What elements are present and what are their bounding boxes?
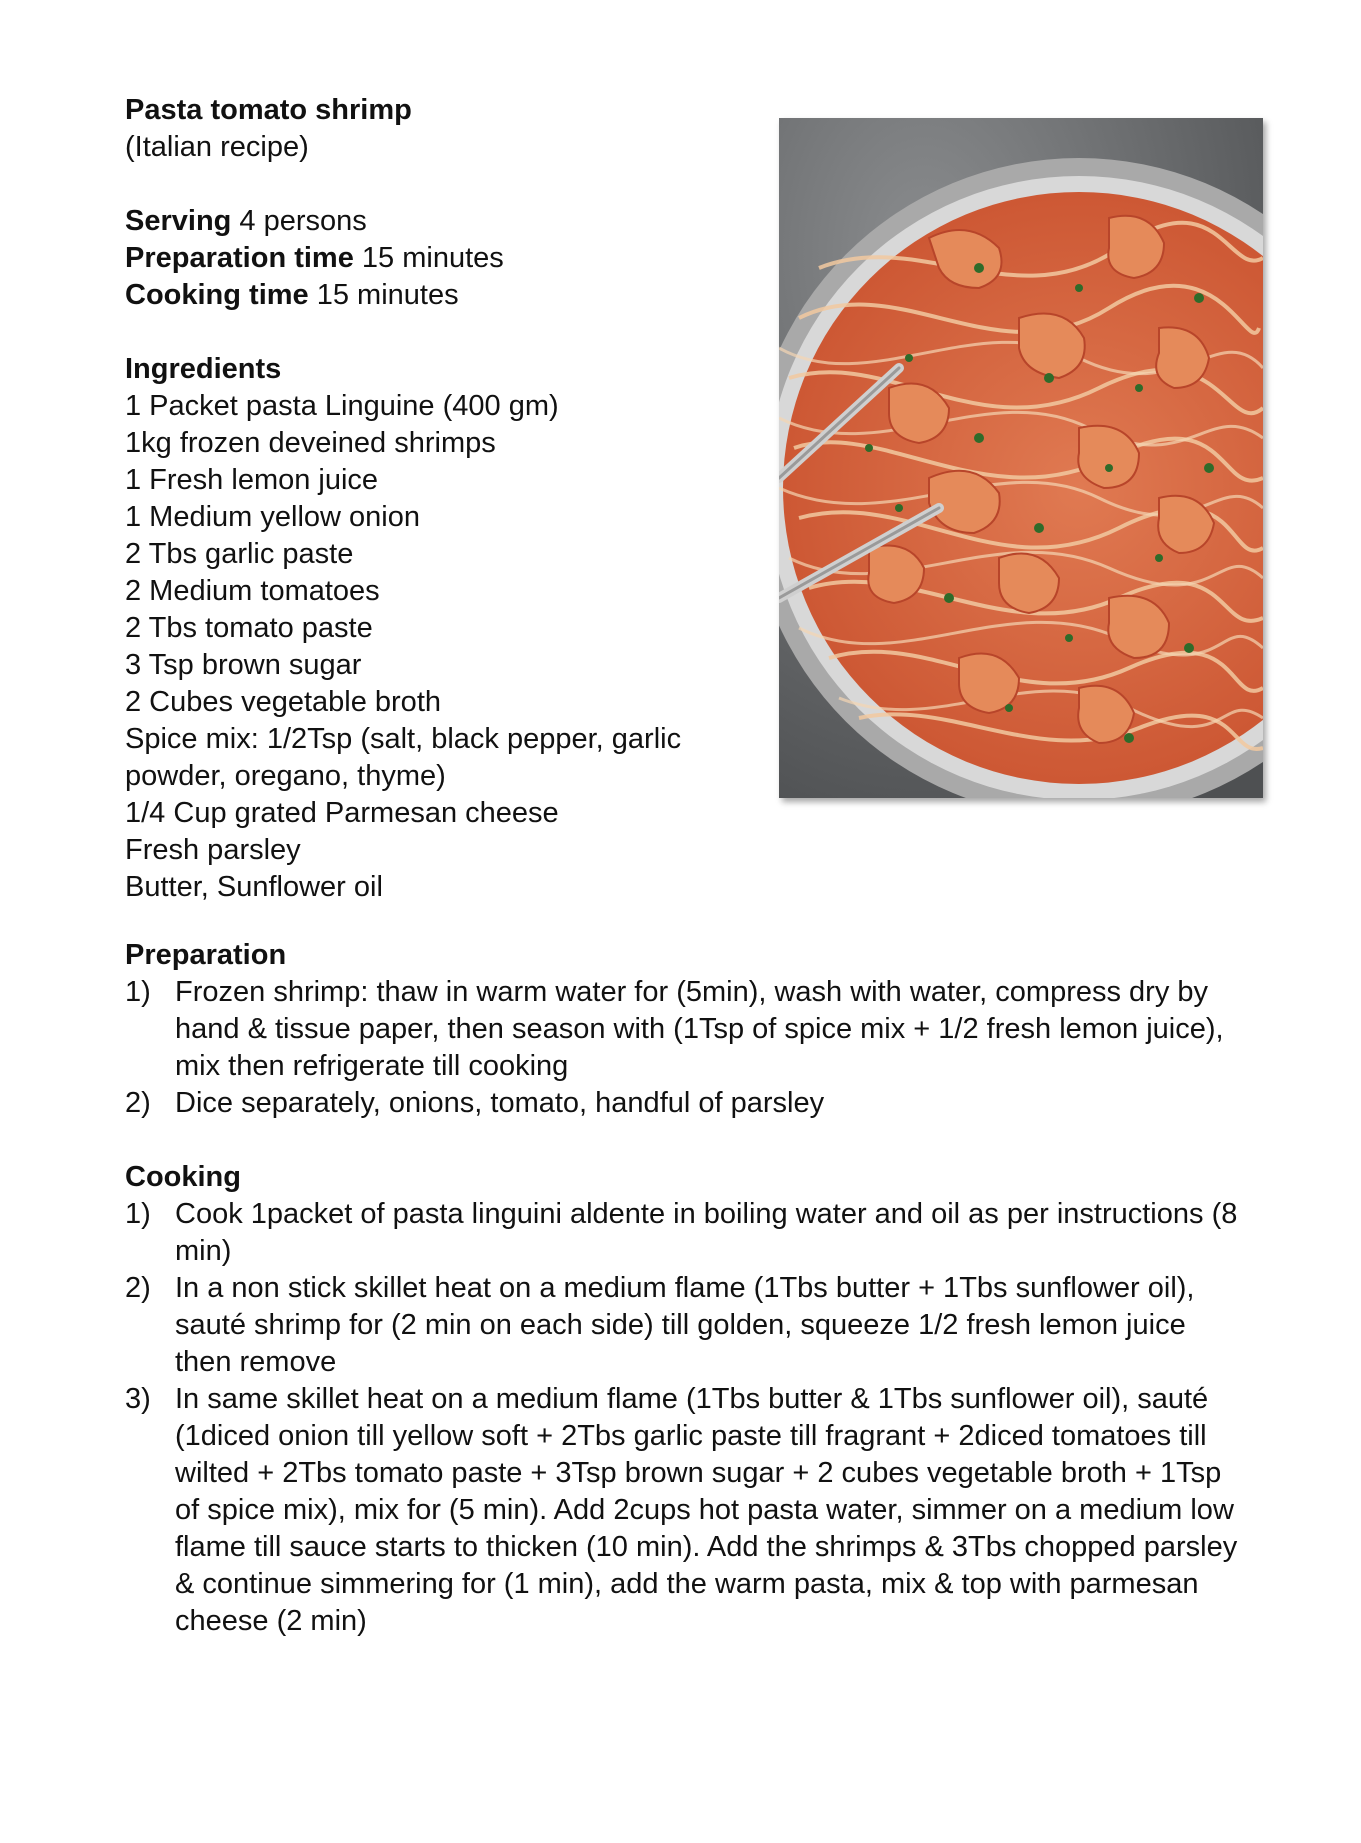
step-number: 3) — [125, 1383, 151, 1415]
recipe-subtitle: (Italian recipe) — [125, 131, 309, 163]
ingredient-item: 3 Tsp brown sugar — [125, 649, 362, 681]
list-item — [125, 1381, 1245, 1640]
ingredient-item: 2 Tbs garlic paste — [125, 538, 354, 570]
ingredient-item: Butter, Sunflower oil — [125, 871, 383, 903]
step-number: 2) — [125, 1272, 151, 1304]
step-text: In a non stick skillet heat on a medium flame (1Tbs butter + 1Tbs sunflower oil), sauté shrimp for (2 min on each side) till golden, squeeze 1/2 fresh lemon juice then remove — [175, 1272, 1195, 1378]
recipe-header-and-ingredients — [125, 92, 745, 906]
list-item — [125, 974, 1245, 1085]
ingredient-item: Spice mix: 1/2Tsp (salt, black pepper, garlic powder, oregano, thyme) — [125, 723, 682, 792]
meta-value: 15 minutes — [353, 242, 504, 274]
recipe-title: Pasta tomato shrimp — [125, 94, 412, 126]
step-text: Frozen shrimp: thaw in warm water for (5min), wash with water, compress dry by hand & tissue paper, then season with (1Tsp of spice mix + 1/2 fresh lemon juice), mix then refrigerate till cooking — [175, 976, 1224, 1082]
meta-value: 15 minutes — [308, 279, 459, 311]
preparation-heading: Preparation — [125, 939, 287, 971]
meta-label: Cooking time — [125, 279, 309, 311]
ingredient-item: 2 Medium tomatoes — [125, 575, 380, 607]
step-text: In same skillet heat on a medium flame (1Tbs butter & 1Tbs sunflower oil), sauté (1diced onion till yellow soft + 2Tbs garlic paste till fragrant + 2diced tomatoes till wilted + 2Tbs tomato paste + 3Tsp brown sugar + 2 cubes vegetable broth + 1Tsp of spice mix), mix for (5 min). Add 2cups hot pasta water, simmer on a medium low flame till sauce starts to thicken (10 min). Add the shrimps & 3Tbs chopped parsley & continue simmering for (1 min), add the warm pasta, mix & top with parmesan cheese (2 min) — [175, 1383, 1238, 1637]
step-number: 1) — [125, 1198, 151, 1230]
ingredient-item: 1/4 Cup grated Parmesan cheese — [125, 797, 559, 829]
ingredient-item: 1kg frozen deveined shrimps — [125, 427, 496, 459]
cooking-heading: Cooking — [125, 1161, 241, 1193]
ingredient-item: 1 Fresh lemon juice — [125, 464, 379, 496]
shrimp-pasta-photo — [779, 118, 1263, 798]
list-item — [125, 1085, 1245, 1122]
ingredient-item: Fresh parsley — [125, 834, 301, 866]
preparation-steps — [125, 974, 1245, 1122]
meta-value: 4 persons — [231, 205, 367, 237]
meta-label: Serving — [125, 205, 232, 237]
list-item — [125, 1270, 1245, 1381]
meta-preparation-time — [125, 240, 745, 277]
ingredient-item: 1 Medium yellow onion — [125, 501, 420, 533]
meta-cooking-time — [125, 277, 745, 314]
step-number: 1) — [125, 976, 151, 1008]
ingredient-item: 2 Cubes vegetable broth — [125, 686, 441, 718]
step-text: Cook 1packet of pasta linguini aldente in boiling water and oil as per instructions (8 min) — [175, 1198, 1238, 1267]
meta-serving — [125, 203, 745, 240]
step-text: Dice separately, onions, tomato, handful of parsley — [175, 1087, 825, 1119]
ingredient-item: 2 Tbs tomato paste — [125, 612, 373, 644]
list-item — [125, 1196, 1245, 1270]
ingredients-heading: Ingredients — [125, 353, 282, 385]
step-number: 2) — [125, 1087, 151, 1119]
meta-label: Preparation time — [125, 242, 354, 274]
cooking-steps — [125, 1196, 1245, 1640]
recipe-instructions — [125, 937, 1245, 1640]
ingredient-item: 1 Packet pasta Linguine (400 gm) — [125, 390, 559, 422]
